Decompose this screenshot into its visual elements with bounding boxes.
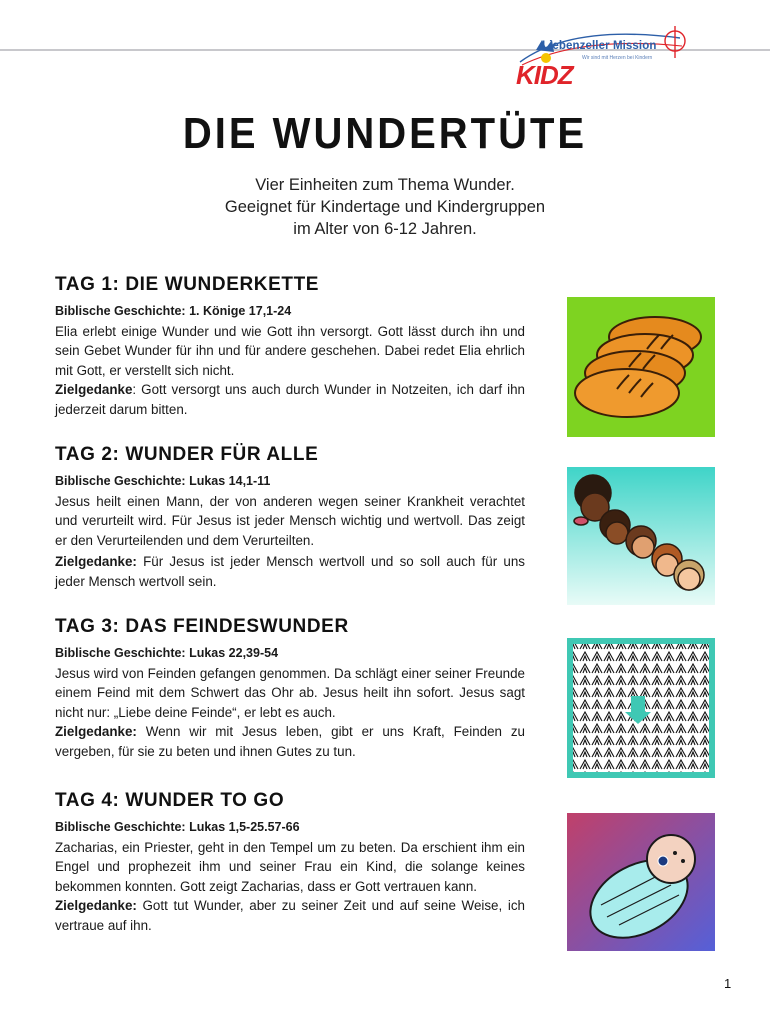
day-section-4 bbox=[55, 790, 525, 935]
bible-reference: Biblische Geschichte: Lukas 14,1-11 bbox=[55, 474, 271, 488]
subtitle-line: Vier Einheiten zum Thema Wunder. bbox=[255, 176, 515, 194]
logo-tagline: Wir sind mit Herzen bei Kindern bbox=[582, 55, 653, 61]
arrows-pattern-icon bbox=[567, 638, 715, 778]
goal-text: Für Jesus ist jeder Mensch wertvoll und so soll auch für uns jeder Mensch wertvoll sein. bbox=[55, 554, 525, 589]
day-section-3 bbox=[55, 616, 525, 761]
logo-name: Liebenzeller Mission bbox=[542, 40, 657, 52]
goal-label: Zielgedanke: bbox=[55, 724, 137, 739]
day-heading: TAG 2: WUNDER FÜR ALLE bbox=[55, 444, 319, 465]
goal-statement bbox=[55, 552, 525, 591]
subtitle-line: im Alter von 6-12 Jahren. bbox=[293, 220, 477, 238]
day-section-2 bbox=[55, 444, 525, 591]
bible-reference: Biblische Geschichte: Lukas 1,5-25.57-66 bbox=[55, 820, 300, 834]
goal-statement bbox=[55, 722, 525, 761]
day-description: Elia erlebt einige Wunder und wie Gott ihn versorgt. Gott lässt durch ihn und sein Gebet Wunder für ihn und für andere geschehen. Dabei redet Elia ehrlich mit Gott, er verstellt sich nicht. bbox=[55, 323, 525, 378]
bible-reference: Biblische Geschichte: Lukas 22,39-54 bbox=[55, 646, 279, 660]
bread-loaves-icon bbox=[567, 297, 715, 437]
goal-text: : Gott versorgt uns auch durch Wunder in Notzeiten, ich darf ihn jederzeit darum bitten. bbox=[55, 382, 525, 417]
goal-label: Zielgedanke bbox=[55, 382, 133, 397]
goal-statement bbox=[55, 380, 525, 419]
goal-text: Gott tut Wunder, aber zu seiner Zeit und auf seine Weise, ich vertraue auf ihn. bbox=[55, 898, 525, 933]
day-heading: TAG 3: DAS FEINDESWUNDER bbox=[55, 616, 349, 637]
goal-label: Zielgedanke: bbox=[55, 554, 137, 569]
day-section-1 bbox=[55, 274, 525, 419]
goal-label: Zielgedanke: bbox=[55, 898, 137, 913]
swaddled-baby-icon bbox=[567, 813, 715, 951]
day-description: Jesus wird von Feinden gefangen genommen. Da schlägt einer seiner Freunde einem Feind mit dem Schwert das Ohr ab. Jesus heilt ihn sofort. Jesus sagt nicht nur: „Liebe deine Feinde“, er lebt es auch. bbox=[55, 665, 525, 720]
day-description: Jesus heilt einen Mann, der von anderen wegen seiner Krankheit verachtet und verurteilt wird. Für Jesus ist jeder Mensch wichtig und wertvoll. Das zeigt er den Verurteilenden und dem Verurteilten. bbox=[55, 493, 525, 548]
children-faces-icon bbox=[567, 467, 715, 605]
page-number: 1 bbox=[724, 976, 732, 991]
bible-reference: Biblische Geschichte: 1. Könige 17,1-24 bbox=[55, 304, 292, 318]
subtitle-line: Geeignet für Kindertage und Kindergruppen bbox=[224, 198, 546, 216]
goal-statement bbox=[55, 896, 525, 935]
day-heading: TAG 1: DIE WUNDERKETTE bbox=[55, 274, 320, 295]
day-heading: TAG 4: WUNDER TO GO bbox=[55, 790, 285, 811]
page-subtitle bbox=[150, 174, 620, 240]
logo-kidz: KIDZ bbox=[516, 60, 573, 90]
day-description: Zacharias, ein Priester, geht in den Tempel um zu beten. Da erschient ihm ein Engel und prophezeit ihm und seiner Frau ein Kind, die solange keines bekommen konnten. Gott zeigt Zacharias, dass er Gott vertrauen kann. bbox=[55, 839, 525, 894]
goal-text: Wenn wir mit Jesus leben, gibt er uns Kraft, Feinden zu vergeben, für sie zu beten und ihnen Gutes zu tun. bbox=[55, 724, 525, 759]
page-title: DIE WUNDERTÜTE bbox=[182, 110, 588, 158]
